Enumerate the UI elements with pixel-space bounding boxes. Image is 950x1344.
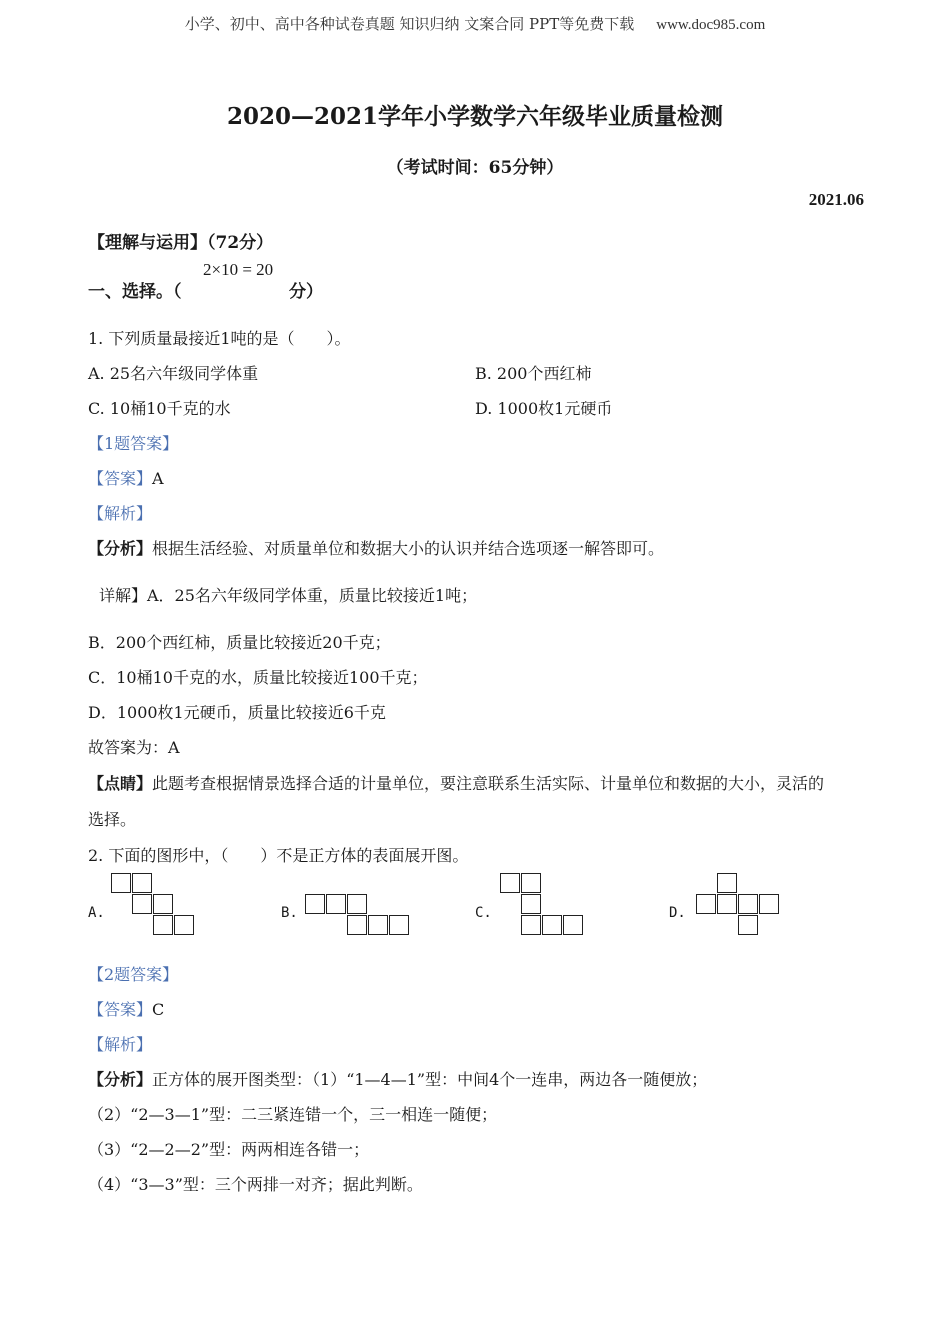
section-one-formula: 2×10 = 20 (203, 260, 274, 279)
net-b-square (347, 915, 367, 935)
net-d-square (759, 894, 779, 914)
net-b-square (389, 915, 409, 935)
q1-line-d: D．1000枚1元硬币，质量比较接近6千克 (88, 703, 386, 722)
q1-option-b: B. 200个西红柿 (475, 364, 592, 383)
header-text: 小学、初中、高中各种试卷真题 知识归纳 文案合同 PPT等免费下载 (184, 15, 635, 33)
q1-option-a: A. 25名六年级同学体重 (88, 364, 259, 383)
q2-line-4: （4）“3—3”型：三个两排一对齐；据此判断。 (88, 1175, 423, 1194)
q1-dianjing-cont: 选择。 (88, 810, 137, 829)
q1-conclusion: 故答案为：A (88, 738, 180, 757)
q2-fenxi-line (88, 1067, 707, 1090)
q1-option-c: C. 10桶10千克的水 (88, 399, 231, 418)
q2-answer-tag: 【答案】 (88, 1000, 153, 1019)
section-one-suffix: 分） (289, 282, 323, 302)
net-d-square (738, 915, 758, 935)
net-c-square (500, 873, 520, 893)
q2-fenxi-text: 正方体的展开图类型：（1）“1—4—1”型：中间4个一连串，两边各一随便放； (152, 1070, 708, 1089)
q2-answer-line (88, 997, 164, 1020)
net-c-square (542, 915, 562, 935)
q2-label-a: A. (88, 905, 105, 921)
net-a-square (132, 873, 152, 893)
q2-label-c: C. (475, 905, 492, 921)
q1-option-d: D. 1000枚1元硬币 (475, 399, 613, 418)
document-subtitle: （考试时间：65分钟） (386, 158, 564, 178)
document-date: 2021.06 (808, 190, 864, 209)
net-a-square (132, 894, 152, 914)
net-d-square (717, 894, 737, 914)
q2-line-3: （3）“2—2—2”型：两两相连各错一； (88, 1140, 370, 1159)
header-url[interactable]: www.doc985.com (656, 17, 766, 33)
q1-analysis-tag: 【解析】 (88, 504, 153, 523)
q2-label-b: B. (281, 905, 298, 921)
net-a-square (174, 915, 194, 935)
q2-answer-value: C (152, 1000, 165, 1019)
page-header (0, 13, 950, 34)
net-c-square (521, 873, 541, 893)
net-d-square (717, 873, 737, 893)
q2-label-d: D. (669, 905, 686, 921)
q2-analysis-tag: 【解析】 (88, 1035, 153, 1054)
section-one-prefix: 一、选择。（ (88, 282, 182, 302)
q2-fenxi-tag: 【分析】 (88, 1070, 153, 1089)
q1-answer-tag: 【答案】 (88, 469, 153, 488)
q1-line-c: C．10桶10千克的水，质量比较接近100千克； (88, 668, 428, 687)
q1-dianjing-line (88, 771, 824, 794)
q1-answer-value: A (152, 469, 164, 488)
net-a-square (153, 915, 173, 935)
net-b-square (368, 915, 388, 935)
q1-stem: 1. 下列质量最接近1吨的是（ ）。 (88, 329, 351, 348)
net-d-square (696, 894, 716, 914)
q1-fenxi-line (88, 536, 664, 559)
net-c-square (521, 915, 541, 935)
net-b-square (347, 894, 367, 914)
q1-detail: 详解】A．25名六年级同学体重，质量比较接近1吨； (99, 586, 478, 605)
q1-fenxi-text: 根据生活经验、对质量单位和数据大小的认识并结合选项逐一解答即可。 (152, 539, 665, 558)
net-c-square (521, 894, 541, 914)
net-a-square (111, 873, 131, 893)
q1-answer-line (88, 466, 164, 489)
net-b-square (305, 894, 325, 914)
q2-answer-title: 【2题答案】 (88, 965, 179, 984)
net-c-square (563, 915, 583, 935)
q2-stem: 2. 下面的图形中，（ ）不是正方体的表面展开图。 (88, 846, 469, 865)
document-title: 2020—2021学年小学数学六年级毕业质量检测 (226, 103, 724, 130)
q2-line-2: （2）“2—3—1”型：二三紧连错一个，三一相连一随便； (88, 1105, 498, 1124)
section-main-heading: 【理解与运用】（72分） (88, 233, 274, 253)
q1-dianjing-tag: 【点睛】 (88, 774, 153, 793)
q1-dianjing-text: 此题考查根据情景选择合适的计量单位，要注意联系生活实际、计量单位和数据的大小，灵活的 (152, 774, 825, 793)
net-b-square (326, 894, 346, 914)
q1-answer-title: 【1题答案】 (88, 434, 179, 453)
q1-fenxi-tag: 【分析】 (88, 539, 153, 558)
q1-line-b: B．200个西红柿，质量比较接近20千克； (88, 633, 391, 652)
net-a-square (153, 894, 173, 914)
net-d-square (738, 894, 758, 914)
